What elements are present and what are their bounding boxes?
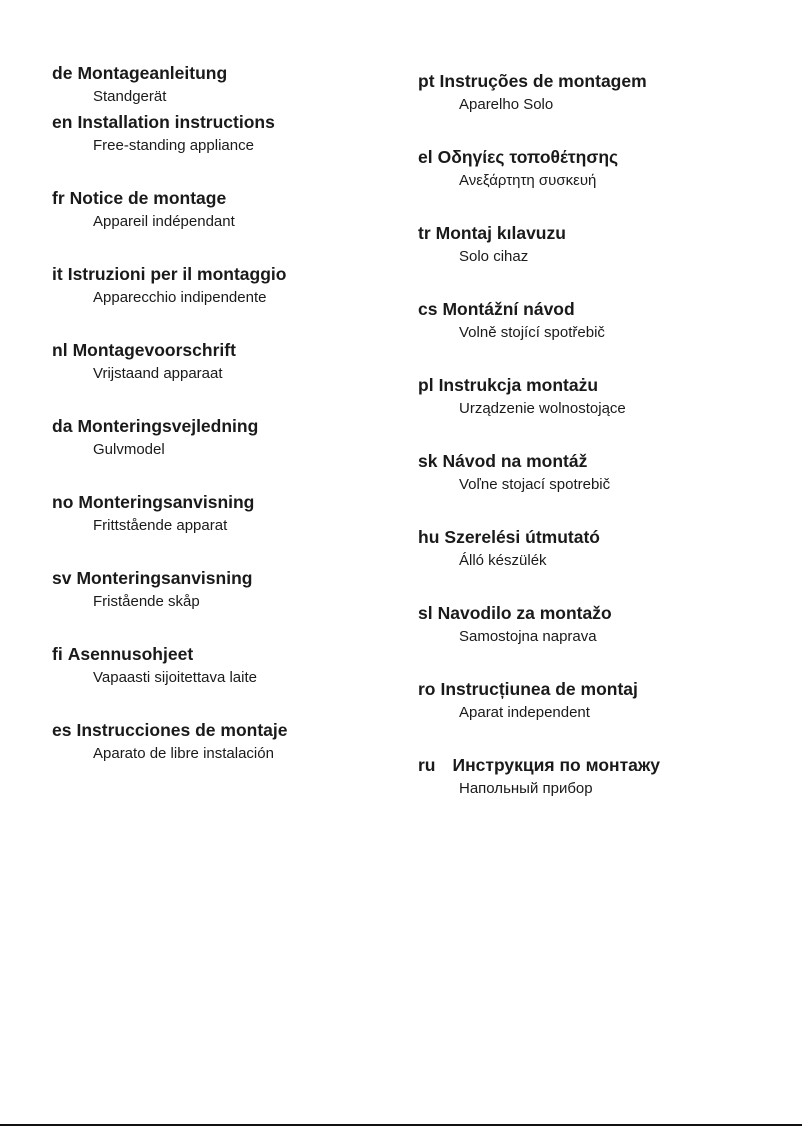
entry-tr — [418, 222, 778, 268]
entry-title: Szerelési útmutató — [444, 527, 600, 547]
entry-subtitle: Aparat independent — [459, 704, 590, 721]
entry-title-line — [418, 374, 778, 397]
language-code: sv — [52, 568, 72, 588]
entry-title-line — [418, 754, 778, 777]
entry-sk — [418, 450, 778, 496]
language-code: it — [52, 264, 63, 284]
entry-subtitle: Aparato de libre instalación — [93, 745, 274, 762]
entry-subtitle: Vapaasti sijoitettava laite — [93, 669, 257, 686]
entry-title: Monteringsvejledning — [77, 416, 259, 436]
language-code: es — [52, 720, 72, 740]
entry-fi — [52, 643, 402, 689]
entry-title: Instruções de montagem — [439, 71, 647, 91]
language-code: sl — [418, 603, 433, 623]
language-code: el — [418, 147, 433, 167]
language-code: ro — [418, 679, 436, 699]
entry-pl — [418, 374, 778, 420]
entry-title: Monteringsanvisning — [78, 492, 255, 512]
language-code: pl — [418, 375, 434, 395]
entry-es — [52, 719, 402, 765]
entry-subtitle: Fristående skåp — [93, 593, 200, 610]
entry-subtitle: Apparecchio indipendente — [93, 289, 267, 306]
entry-subtitle: Appareil indépendant — [93, 213, 235, 230]
entry-subtitle: Gulvmodel — [93, 441, 165, 458]
entry-title: Installation instructions — [77, 112, 275, 132]
entry-title: Instrucțiunea de montaj — [440, 679, 638, 699]
entry-subtitle: Solo cihaz — [459, 248, 529, 265]
entry-subtitle: Vrijstaand apparaat — [93, 365, 223, 382]
entry-pt — [418, 70, 778, 116]
language-code: sk — [418, 451, 438, 471]
entry-title: Navodilo za montažo — [437, 603, 612, 623]
entry-title-line — [52, 643, 402, 666]
language-code: cs — [418, 299, 438, 319]
entry-title-line — [418, 70, 778, 93]
language-code: ru — [418, 755, 436, 775]
language-code: no — [52, 492, 74, 512]
entry-title: Montážní návod — [442, 299, 575, 319]
entry-title: Instrucciones de montaje — [76, 720, 288, 740]
entry-title-line — [52, 339, 402, 362]
entry-title-line — [52, 263, 402, 286]
language-column-left — [52, 62, 402, 795]
entry-ro — [418, 678, 778, 724]
entry-title-line — [52, 567, 402, 590]
entry-title-line — [52, 187, 402, 210]
entry-title-line — [52, 491, 402, 514]
entry-title: Návod na montáž — [442, 451, 588, 471]
language-code: fi — [52, 644, 63, 664]
entry-sv — [52, 567, 402, 613]
entry-title: Οδηγίες τοποθέτησης — [437, 147, 619, 167]
entry-title: Instrukcja montażu — [438, 375, 599, 395]
entry-ru — [418, 754, 778, 800]
language-code: en — [52, 112, 73, 132]
entry-title: Notice de montage — [69, 188, 227, 208]
language-code: nl — [52, 340, 68, 360]
entry-title-line — [418, 678, 778, 701]
entry-title: Montagevoorschrift — [72, 340, 236, 360]
entry-cs — [418, 298, 778, 344]
language-code: da — [52, 416, 73, 436]
entry-title-line — [52, 111, 402, 134]
entry-title-line — [418, 526, 778, 549]
entry-title-line — [52, 62, 402, 85]
entry-subtitle: Volně stojící spotřebič — [459, 324, 605, 341]
entry-subtitle: Ανεξάρτητη συσκευή — [459, 172, 597, 189]
entry-title: Asennusohjeet — [67, 644, 194, 664]
language-code: de — [52, 63, 73, 83]
entry-subtitle: Free-standing appliance — [93, 137, 254, 154]
entry-subtitle: Standgerät — [93, 88, 167, 105]
language-code: hu — [418, 527, 440, 547]
entry-title-line — [52, 719, 402, 742]
entry-subtitle: Frittstående apparat — [93, 517, 228, 534]
entry-da — [52, 415, 402, 461]
entry-title-line — [418, 450, 778, 473]
entry-subtitle: Álló készülék — [459, 552, 547, 569]
language-code: fr — [52, 188, 65, 208]
entry-subtitle: Urządzenie wolnostojące — [459, 400, 626, 417]
entry-title: Istruzioni per il montaggio — [67, 264, 287, 284]
entry-nl — [52, 339, 402, 385]
language-code: tr — [418, 223, 431, 243]
entry-title: Monteringsanvisning — [76, 568, 253, 588]
entry-title-line — [52, 415, 402, 438]
language-code: pt — [418, 71, 435, 91]
entry-en — [52, 111, 402, 157]
entry-title: Инструкция по монтажу — [452, 755, 661, 775]
bottom-rule — [0, 1124, 802, 1126]
entry-no — [52, 491, 402, 537]
entry-it — [52, 263, 402, 309]
entry-title: Montageanleitung — [77, 63, 228, 83]
language-column-right — [418, 70, 778, 830]
entry-subtitle: Voľne stojací spotrebič — [459, 476, 611, 493]
entry-title-line — [418, 222, 778, 245]
entry-title-line — [418, 146, 778, 169]
entry-de — [52, 62, 402, 108]
entry-hu — [418, 526, 778, 572]
entry-title: Montaj kılavuzu — [435, 223, 566, 243]
entry-sl — [418, 602, 778, 648]
entry-fr — [52, 187, 402, 233]
entry-subtitle: Samostojna naprava — [459, 628, 597, 645]
entry-subtitle: Aparelho Solo — [459, 96, 554, 113]
entry-title-line — [418, 602, 778, 625]
entry-title-line — [418, 298, 778, 321]
entry-subtitle: Напольный прибор — [459, 780, 593, 797]
entry-el — [418, 146, 778, 192]
